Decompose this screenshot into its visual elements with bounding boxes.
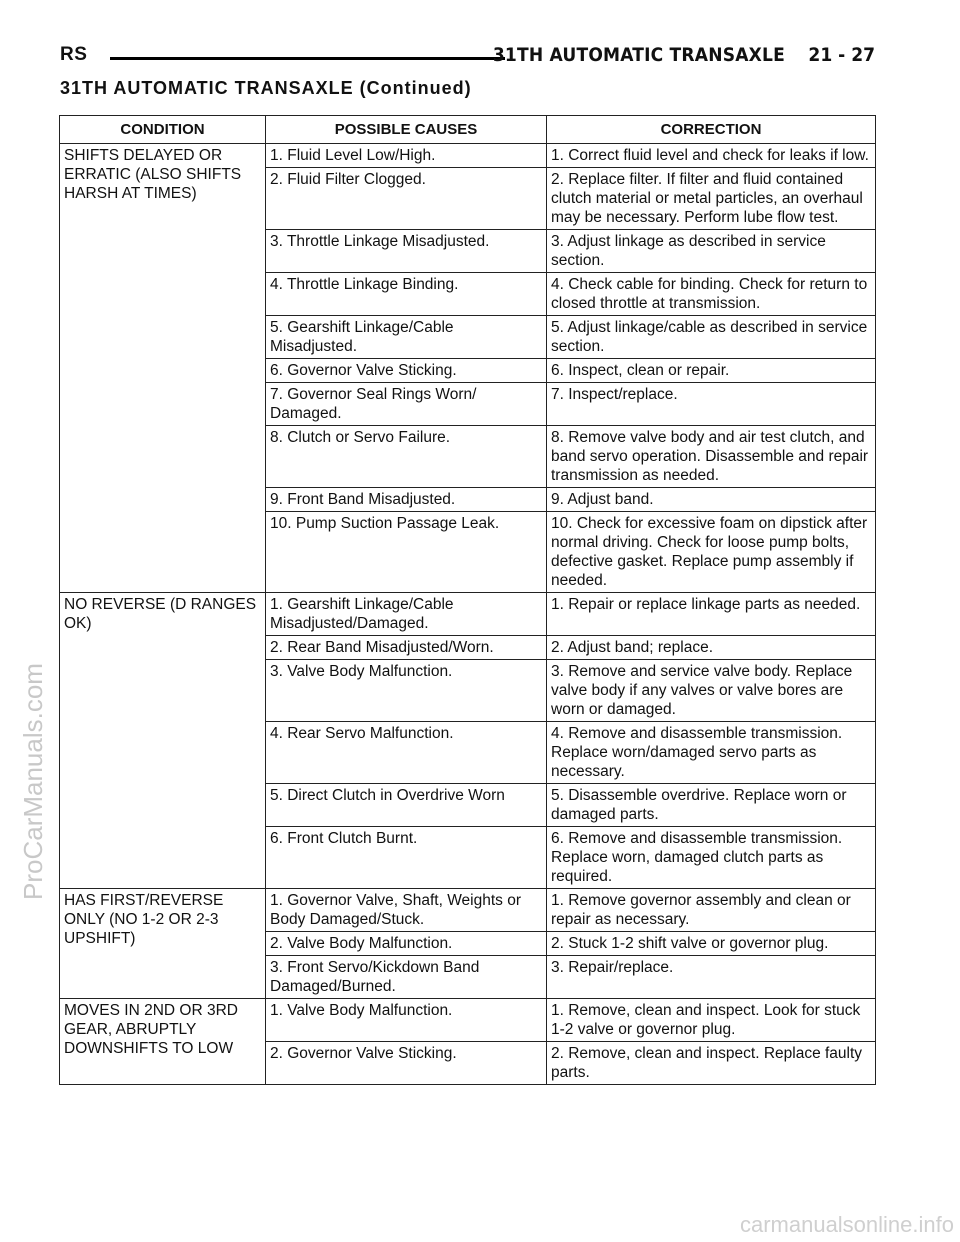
column-header-causes: POSSIBLE CAUSES — [266, 116, 547, 144]
side-watermark: ProCarManuals.com — [18, 663, 48, 900]
correction-cell: 8. Remove valve body and air test clutch, and band servo operation. Disassemble and repair transmission as needed. — [547, 426, 876, 488]
condition-cell: SHIFTS DELAYED OR ERRATIC (ALSO SHIFTS HARSH AT TIMES) — [60, 144, 266, 593]
condition-cell: NO REVERSE (D RANGES OK) — [60, 593, 266, 889]
cause-cell: 2. Governor Valve Sticking. — [266, 1042, 547, 1085]
correction-cell: 5. Disassemble overdrive. Replace worn or damaged parts. — [547, 784, 876, 827]
table-row — [60, 999, 876, 1042]
correction-cell: 3. Remove and service valve body. Replace valve body if any valves or valve bores are worn or damaged. — [547, 660, 876, 722]
table-row — [60, 144, 876, 168]
correction-cell: 2. Replace filter. If filter and fluid contained clutch material or metal particles, an overhaul may be necessary. Perform lube flow test. — [547, 168, 876, 230]
table-body — [60, 144, 876, 1085]
cause-cell: 2. Fluid Filter Clogged. — [266, 168, 547, 230]
correction-cell: 2. Adjust band; replace. — [547, 636, 876, 660]
correction-cell: 2. Stuck 1-2 shift valve or governor plug. — [547, 932, 876, 956]
correction-cell: 1. Remove, clean and inspect. Look for stuck 1-2 valve or governor plug. — [547, 999, 876, 1042]
correction-cell: 1. Remove governor assembly and clean or repair as necessary. — [547, 889, 876, 932]
cause-cell: 9. Front Band Misadjusted. — [266, 488, 547, 512]
correction-cell: 3. Adjust linkage as described in service section. — [547, 230, 876, 273]
section-code: RS — [60, 44, 88, 65]
cause-cell: 7. Governor Seal Rings Worn/ Damaged. — [266, 383, 547, 426]
cause-cell: 5. Gearshift Linkage/Cable Misadjusted. — [266, 316, 547, 359]
cause-cell: 3. Valve Body Malfunction. — [266, 660, 547, 722]
cause-cell: 6. Governor Valve Sticking. — [266, 359, 547, 383]
table-row — [60, 889, 876, 932]
page-header — [60, 44, 875, 70]
correction-cell: 6. Remove and disassemble transmission. Replace worn, damaged clutch parts as required. — [547, 827, 876, 889]
cause-cell: 2. Valve Body Malfunction. — [266, 932, 547, 956]
table-header-row — [60, 116, 876, 144]
correction-cell: 1. Repair or replace linkage parts as needed. — [547, 593, 876, 636]
header-rule — [110, 57, 505, 60]
correction-cell: 5. Adjust linkage/cable as described in service section. — [547, 316, 876, 359]
cause-cell: 1. Governor Valve, Shaft, Weights or Body Damaged/Stuck. — [266, 889, 547, 932]
column-header-condition: CONDITION — [60, 116, 266, 144]
correction-cell: 2. Remove, clean and inspect. Replace faulty parts. — [547, 1042, 876, 1085]
header-title: 31TH AUTOMATIC TRANSAXLE — [492, 44, 785, 66]
cause-cell: 4. Rear Servo Malfunction. — [266, 722, 547, 784]
page-number: 21 - 27 — [808, 44, 875, 66]
bottom-watermark: carmanualsonline.info — [739, 1212, 954, 1237]
condition-cell: MOVES IN 2ND OR 3RD GEAR, ABRUPTLY DOWNSHIFTS TO LOW — [60, 999, 266, 1085]
correction-cell: 4. Check cable for binding. Check for return to closed throttle at transmission. — [547, 273, 876, 316]
correction-cell: 3. Repair/replace. — [547, 956, 876, 999]
cause-cell: 1. Fluid Level Low/High. — [266, 144, 547, 168]
cause-cell: 5. Direct Clutch in Overdrive Worn — [266, 784, 547, 827]
cause-cell: 1. Gearshift Linkage/Cable Misadjusted/Damaged. — [266, 593, 547, 636]
cause-cell: 8. Clutch or Servo Failure. — [266, 426, 547, 488]
cause-cell: 6. Front Clutch Burnt. — [266, 827, 547, 889]
correction-cell: 6. Inspect, clean or repair. — [547, 359, 876, 383]
column-header-correction: CORRECTION — [547, 116, 876, 144]
correction-cell: 4. Remove and disassemble transmission. Replace worn/damaged servo parts as necessary. — [547, 722, 876, 784]
correction-cell: 7. Inspect/replace. — [547, 383, 876, 426]
cause-cell: 1. Valve Body Malfunction. — [266, 999, 547, 1042]
cause-cell: 2. Rear Band Misadjusted/Worn. — [266, 636, 547, 660]
correction-cell: 10. Check for excessive foam on dipstick after normal driving. Check for loose pump bolts, defective gasket. Replace pump assembly if needed. — [547, 512, 876, 593]
correction-cell: 9. Adjust band. — [547, 488, 876, 512]
correction-cell: 1. Correct fluid level and check for leaks if low. — [547, 144, 876, 168]
section-title: 31TH AUTOMATIC TRANSAXLE (Continued) — [60, 78, 472, 98]
diagnosis-table — [59, 115, 876, 1085]
condition-cell: HAS FIRST/REVERSE ONLY (NO 1-2 OR 2-3 UPSHIFT) — [60, 889, 266, 999]
cause-cell: 4. Throttle Linkage Binding. — [266, 273, 547, 316]
cause-cell: 10. Pump Suction Passage Leak. — [266, 512, 547, 593]
table-row — [60, 593, 876, 636]
cause-cell: 3. Throttle Linkage Misadjusted. — [266, 230, 547, 273]
cause-cell: 3. Front Servo/Kickdown Band Damaged/Burned. — [266, 956, 547, 999]
